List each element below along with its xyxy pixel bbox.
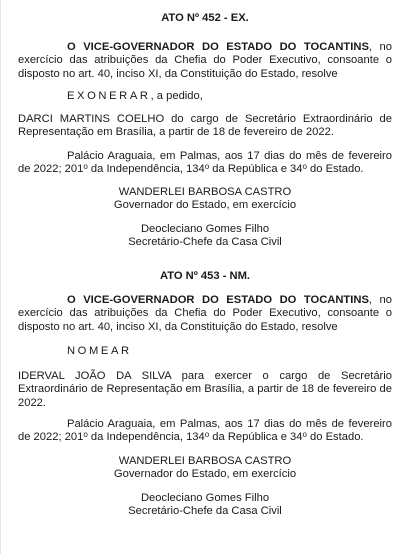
ato-453-signature-2: [18, 492, 392, 519]
ato-452-title: ATO Nº 452 - EX.: [161, 12, 249, 24]
ato-453-ordinal-3: o: [302, 430, 307, 440]
ato-453-action-verb: NOMEAR: [67, 345, 132, 357]
ato-453-intro-authority: O VICE-GOVERNADOR DO ESTADO DO TOCANTINS: [67, 294, 369, 306]
document-body: [18, 0, 392, 554]
ato-452-place-date: [18, 150, 392, 177]
ato-452-date-part-d: do Estado.: [306, 163, 364, 176]
ato-453-place-date: [18, 418, 392, 445]
ato-453-sig1-role: Governador do Estado, em exercício: [113, 468, 297, 481]
ato-453-title: ATO Nº 453 - NM.: [159, 270, 251, 282]
ato-453-ordinal-2: o: [204, 430, 210, 440]
ato-452-intro-text: , no exercício das atribuições da Chefia do Poder Executivo, consoante o disposto no art. 40, inciso XI, da Constituição do Estado, resolve: [18, 41, 392, 80]
ato-452-intro-authority: O VICE-GOVERNADOR DO ESTADO DO TOCANTINS: [67, 41, 369, 53]
ato-453-sig1-name: WANDERLEI BARBOSA CASTRO: [118, 455, 292, 467]
ato-453-ordinal-1: o: [83, 430, 88, 440]
ato-453-sig2-name: Deocleciano Gomes Filho: [140, 492, 270, 504]
ato-452-body: DARCI MARTINS COELHO do cargo de Secretário Extraordinário de Representação em Brasília, a partir de 18 de fevereiro de 2022.: [18, 113, 392, 139]
ato-452-action-rest: , a pedido,: [150, 90, 203, 102]
ato-452-sig1-name: WANDERLEI BARBOSA CASTRO: [118, 186, 292, 198]
ato-452-date-part-a: Palácio Araguaia, em Palmas, aos 17 dias do mês de fevereiro de 2022; 201: [18, 150, 392, 176]
ato-453-date-part-b: da Independência, 134: [87, 431, 205, 444]
ato-452-signature-1: [18, 186, 392, 213]
ato-452-date-part-c: da República e 34: [209, 163, 303, 176]
ato-452-sig1-role: Governador do Estado, em exercício: [113, 199, 297, 212]
ato-452-intro: [18, 41, 392, 81]
ato-453-date-part-d: do Estado.: [306, 431, 364, 444]
ato-452-action-verb: EXONERAR: [67, 90, 151, 102]
ato-452-date-part-b: da Independência, 134: [87, 163, 205, 176]
ato-453-sig2-role: Secretário-Chefe da Casa Civil: [128, 505, 282, 518]
ato-452-ordinal-1: o: [83, 162, 88, 172]
ato-453-signature-1: [18, 455, 392, 482]
ato-453-date-part-c: da República e 34: [209, 431, 303, 444]
ato-452-ordinal-2: o: [204, 162, 210, 172]
ato-452-action: [18, 90, 392, 103]
ato-452-sig2-name: Deocleciano Gomes Filho: [140, 223, 270, 235]
ato-453-intro: [18, 294, 392, 334]
ato-452-ordinal-3: o: [302, 162, 307, 172]
ato-452-sig2-role: Secretário-Chefe da Casa Civil: [128, 236, 282, 249]
ato-452-signature-2: [18, 223, 392, 250]
ato-453-date-part-a: Palácio Araguaia, em Palmas, aos 17 dias do mês de fevereiro de 2022; 201: [18, 418, 392, 444]
ato-453-action: [18, 345, 392, 358]
ato-453-intro-text: , no exercício das atribuições da Chefia do Poder Executivo, consoante o disposto no art. 40, inciso XI, da Constituição do Estado, resolve: [18, 294, 392, 333]
page-edge: [0, 0, 1, 554]
ato-453-body: IDERVAL JOÃO DA SILVA para exercer o cargo de Secretário Extraordinário de Representação em Brasília, a partir de 18 de fevereiro de 2022.: [18, 370, 392, 409]
